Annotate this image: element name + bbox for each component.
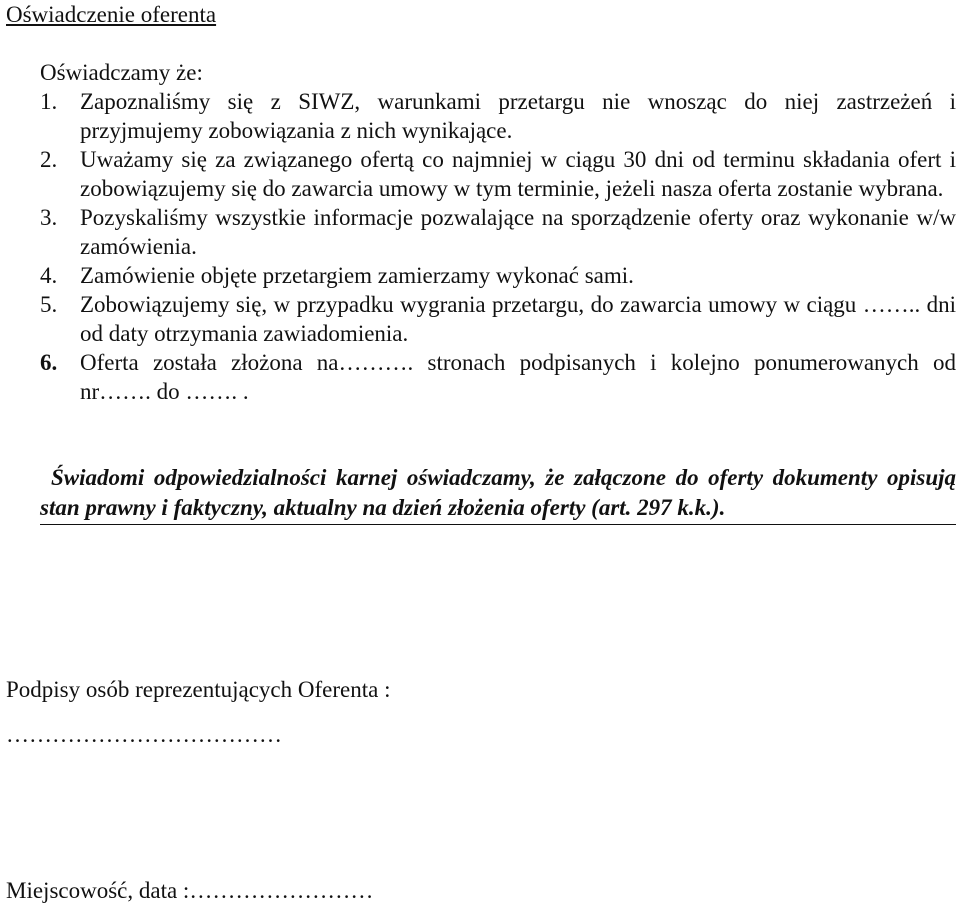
signature-line: ……………………………… <box>6 722 282 747</box>
declaration-item-2 <box>40 145 956 203</box>
item-text: Zamówienie objęte przetargiem zamierzamy wykonać sami. <box>80 263 634 288</box>
liability-statement-text: Świadomi odpowiedzialności karnej oświadczamy, że załączone do oferty dokumenty opisują stan prawny i faktyczny, aktualny na dzień złożenia oferty (art. 297 k.k.). <box>40 465 956 520</box>
signatures-label: Podpisy osób reprezentujących Oferenta : <box>6 677 391 702</box>
item-text: Zapoznaliśmy się z SIWZ, warunkami przetargu nie wnosząc do niej zastrzeżeń i przyjmujemy zobowiązania z nich wynikające. <box>80 89 956 143</box>
declaration-item-4 <box>40 261 956 290</box>
declaration-item-6 <box>40 348 956 406</box>
declaration-item-3 <box>40 203 956 261</box>
declaration-item-5 <box>40 290 956 348</box>
item-text: Uważamy się za związanego ofertą co najmniej w ciągu 30 dni od terminu składania ofert i zobowiązujemy się do zawarcia umowy w tym terminie, jeżeli nasza oferta zostanie wybrana. <box>80 147 956 201</box>
declaration-item-1 <box>40 87 956 145</box>
liability-statement <box>40 463 956 525</box>
item-number: 3. <box>40 205 58 230</box>
document-title: Oświadczenie oferenta <box>6 2 217 27</box>
item-number: 1. <box>40 89 58 114</box>
item-text: Pozyskaliśmy wszystkie informacje pozwalające na sporządzenie oferty oraz wykonanie w/w zamówienia. <box>80 205 956 259</box>
item-number: 2. <box>40 147 58 172</box>
item-number: 5. <box>40 292 58 317</box>
item-number: 6. <box>40 350 58 375</box>
item-text: Oferta została złożona na………. stronach podpisanych i kolejno ponumerowanych od nr……. do ……. . <box>80 350 956 404</box>
intro-text: Oświadczamy że: <box>40 60 203 85</box>
declaration-list <box>40 87 956 406</box>
item-number: 4. <box>40 263 58 288</box>
item-text: Zobowiązujemy się, w przypadku wygrania przetargu, do zawarcia umowy w ciągu …….. dni od daty otrzymania zawiadomienia. <box>80 292 956 346</box>
place-date-field: Miejscowość, data :…………………… <box>6 878 374 903</box>
